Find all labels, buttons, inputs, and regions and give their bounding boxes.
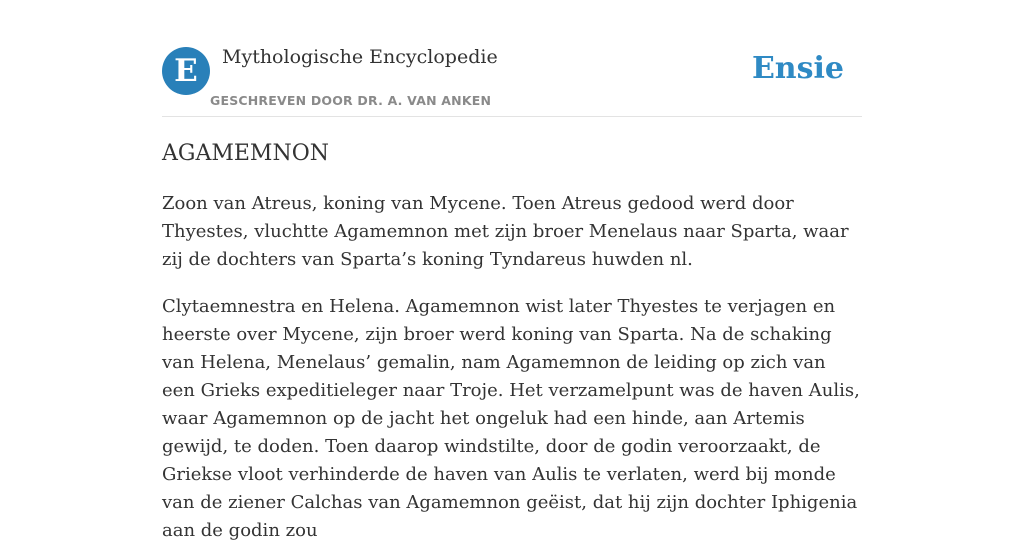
entry-title: AGAMEMNON bbox=[162, 141, 329, 166]
book-title[interactable]: Mythologische Encyclopedie bbox=[222, 46, 498, 68]
entry-paragraph: Zoon van Atreus, koning van Mycene. Toen Atreus gedood werd door Thyestes, vluchtte Agamemnon met zijn broer Menelaus naar Sparta, waar zij de dochters van Sparta’s koning Tyndareus huwden nl. bbox=[162, 193, 849, 270]
brand-logo[interactable]: Ensie bbox=[751, 51, 844, 86]
ensie-logo-icon[interactable]: E bbox=[162, 47, 210, 95]
entry-content bbox=[162, 138, 862, 545]
site-header bbox=[162, 46, 862, 117]
author-byline: GESCHREVEN DOOR DR. A. VAN ANKEN bbox=[210, 93, 492, 108]
entry-paragraph: Clytaemnestra en Helena. Agamemnon wist later Thyestes te verjagen en heerste over Mycene, zijn broer werd koning van Sparta. Na de schaking van Helena, Menelaus’ gemalin, nam Agamemnon de leiding op zich van een Grieks expeditieleger naar Troje. Het verzamelpunt was de haven Aulis, waar Agamemnon op de jacht het ongeluk had een hinde, aan Artemis gewijd, te doden. Toen daarop windstilte, door de godin veroorzaakt, de Griekse vloot verhinderde de haven van Aulis te verlaten, werd bij monde van de ziener Calchas van Agamemnon geëist, dat hij zijn dochter Iphigenia aan de godin zou bbox=[162, 296, 860, 541]
